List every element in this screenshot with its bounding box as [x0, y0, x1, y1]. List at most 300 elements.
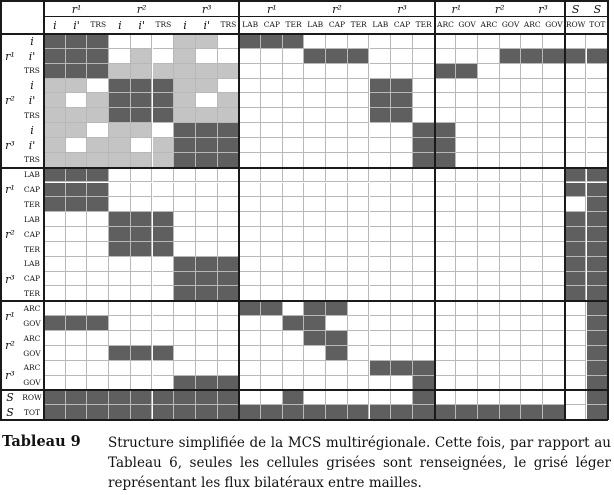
matrix-cell	[543, 183, 565, 198]
matrix-cell	[131, 212, 153, 227]
matrix-cell	[87, 49, 109, 64]
matrix-cell	[500, 64, 522, 79]
matrix-cell	[44, 227, 66, 242]
matrix-cell	[44, 197, 66, 212]
matrix-cell	[456, 212, 478, 227]
matrix-cell	[283, 34, 305, 49]
matrix-cell	[174, 301, 196, 316]
matrix-cell	[174, 405, 196, 420]
matrix-cell	[218, 34, 240, 49]
block-rule-vertical	[434, 0, 436, 420]
matrix-cell	[283, 227, 305, 242]
row-group-label: r³	[5, 272, 15, 286]
matrix-cell	[109, 108, 131, 123]
matrix-cell	[283, 64, 305, 79]
matrix-cell	[87, 257, 109, 272]
matrix-cell	[239, 331, 261, 346]
matrix-cell	[66, 123, 88, 138]
matrix-cell	[109, 361, 131, 376]
matrix-cell	[435, 301, 457, 316]
matrix-cell	[521, 376, 543, 391]
matrix-cell	[391, 93, 413, 108]
matrix-cell	[109, 168, 131, 183]
matrix-cell	[543, 405, 565, 420]
matrix-cell	[435, 123, 457, 138]
matrix-cell	[326, 93, 348, 108]
matrix-cell	[283, 49, 305, 64]
matrix-cell	[435, 168, 457, 183]
matrix-cell	[565, 168, 587, 183]
matrix-cell	[348, 390, 370, 405]
matrix-cell	[391, 64, 413, 79]
matrix-cell	[587, 49, 609, 64]
matrix-cell	[370, 286, 392, 301]
matrix-cell	[521, 257, 543, 272]
matrix-cell	[478, 331, 500, 346]
matrix-cell	[66, 183, 88, 198]
matrix-cell	[109, 390, 131, 405]
matrix-cell	[500, 34, 522, 49]
matrix-cell	[174, 227, 196, 242]
matrix-cell	[370, 361, 392, 376]
matrix-cell	[435, 93, 457, 108]
row-sub-label: i'	[28, 49, 36, 63]
matrix-cell	[153, 108, 175, 123]
matrix-cell	[521, 93, 543, 108]
matrix-cell	[218, 123, 240, 138]
matrix-cell	[478, 376, 500, 391]
matrix-cell	[153, 79, 175, 94]
matrix-cell	[587, 79, 609, 94]
matrix-cell	[261, 168, 283, 183]
matrix-cell	[109, 286, 131, 301]
matrix-cell	[478, 64, 500, 79]
row-sub-label: CAP	[23, 185, 41, 195]
matrix-cell	[413, 242, 435, 257]
matrix-cell	[456, 79, 478, 94]
matrix-cell	[565, 212, 587, 227]
matrix-cell	[239, 227, 261, 242]
matrix-cell	[196, 316, 218, 331]
matrix-cell	[153, 64, 175, 79]
matrix-cell	[391, 405, 413, 420]
matrix-cell	[478, 49, 500, 64]
matrix-cell	[261, 79, 283, 94]
matrix-cell	[500, 197, 522, 212]
matrix-cell	[44, 64, 66, 79]
matrix-cell	[370, 168, 392, 183]
matrix-cell	[326, 64, 348, 79]
matrix-cell	[348, 197, 370, 212]
col-sub-label: GOV	[545, 20, 563, 30]
matrix-cell	[456, 242, 478, 257]
matrix-cell	[153, 405, 175, 420]
matrix-cell	[174, 272, 196, 287]
matrix-cell	[109, 346, 131, 361]
matrix-cell	[500, 49, 522, 64]
matrix-cell	[478, 361, 500, 376]
matrix-cell	[174, 138, 196, 153]
row-sub-label: ARC	[23, 303, 41, 313]
matrix-cell	[153, 93, 175, 108]
matrix-cell	[391, 390, 413, 405]
matrix-cell	[87, 183, 109, 198]
matrix-cell	[521, 79, 543, 94]
matrix-cell	[261, 376, 283, 391]
matrix-cell	[196, 331, 218, 346]
matrix-cell	[391, 168, 413, 183]
matrix-cell	[370, 153, 392, 168]
matrix-cell	[521, 168, 543, 183]
matrix-cell	[283, 272, 305, 287]
matrix-cell	[543, 346, 565, 361]
matrix-cell	[543, 286, 565, 301]
matrix-cell	[218, 227, 240, 242]
matrix-cell	[261, 227, 283, 242]
matrix-cell	[435, 227, 457, 242]
matrix-cell	[456, 138, 478, 153]
matrix-cell	[326, 79, 348, 94]
matrix-cell	[500, 123, 522, 138]
matrix-cell	[370, 390, 392, 405]
row-sub-label: GOV	[23, 318, 41, 328]
matrix-cell	[478, 197, 500, 212]
matrix-cell	[239, 257, 261, 272]
matrix-cell	[153, 138, 175, 153]
matrix-cell	[153, 49, 175, 64]
matrix-cell	[66, 93, 88, 108]
matrix-cell	[66, 168, 88, 183]
matrix-cell	[283, 138, 305, 153]
row-group-label: r¹	[5, 309, 15, 323]
matrix-cell	[109, 64, 131, 79]
matrix-cell	[239, 183, 261, 198]
col-group-label: r¹	[451, 2, 462, 16]
col-sub-label: ARC	[523, 20, 541, 30]
matrix-cell	[66, 227, 88, 242]
matrix-cell	[521, 138, 543, 153]
matrix-cell	[283, 376, 305, 391]
matrix-cell	[261, 390, 283, 405]
matrix-cell	[239, 405, 261, 420]
matrix-cell	[87, 346, 109, 361]
matrix-cell	[239, 79, 261, 94]
matrix-cell	[456, 361, 478, 376]
matrix-cell	[587, 197, 609, 212]
matrix-cell	[413, 64, 435, 79]
matrix-cell	[391, 286, 413, 301]
matrix-cell	[131, 272, 153, 287]
matrix-cell	[500, 390, 522, 405]
row-group-label: S	[6, 406, 14, 420]
matrix-cell	[413, 138, 435, 153]
matrix-cell	[326, 286, 348, 301]
matrix-cell	[174, 123, 196, 138]
matrix-cell	[44, 346, 66, 361]
matrix-cell	[66, 361, 88, 376]
matrix-cell	[521, 301, 543, 316]
matrix-cell	[66, 301, 88, 316]
matrix-cell	[196, 301, 218, 316]
matrix-cell	[348, 212, 370, 227]
matrix-cell	[521, 153, 543, 168]
matrix-cell	[283, 286, 305, 301]
matrix-cell	[304, 346, 326, 361]
matrix-cell	[66, 346, 88, 361]
matrix-cell	[456, 183, 478, 198]
matrix-cell	[565, 123, 587, 138]
matrix-cell	[304, 316, 326, 331]
matrix-cell	[66, 197, 88, 212]
matrix-cell	[391, 257, 413, 272]
matrix-cell	[587, 390, 609, 405]
matrix-cell	[218, 376, 240, 391]
matrix-cell	[348, 34, 370, 49]
row-group-label: r¹	[5, 183, 15, 197]
matrix-cell	[218, 346, 240, 361]
matrix-cell	[370, 376, 392, 391]
matrix-cell	[565, 108, 587, 123]
matrix-cell	[283, 153, 305, 168]
matrix-cell	[239, 153, 261, 168]
matrix-cell	[153, 257, 175, 272]
matrix-cell	[587, 123, 609, 138]
matrix-cell	[521, 346, 543, 361]
matrix-cell	[543, 49, 565, 64]
matrix-cell	[456, 272, 478, 287]
matrix-cell	[196, 138, 218, 153]
matrix-cell	[304, 49, 326, 64]
matrix-cell	[565, 405, 587, 420]
matrix-cell	[543, 257, 565, 272]
row-sub-label: i	[30, 124, 34, 138]
matrix-cell	[239, 376, 261, 391]
matrix-cell	[326, 390, 348, 405]
matrix-cell	[283, 405, 305, 420]
col-sub-label: LAB	[307, 20, 324, 30]
matrix-cell	[261, 242, 283, 257]
matrix-cell	[87, 405, 109, 420]
block-rule-horizontal	[44, 16, 608, 17]
matrix-cell	[304, 153, 326, 168]
matrix-cell	[348, 168, 370, 183]
matrix-cell	[44, 272, 66, 287]
matrix-cell	[587, 376, 609, 391]
matrix-cell	[196, 93, 218, 108]
matrix-cell	[283, 331, 305, 346]
matrix-cell	[521, 49, 543, 64]
matrix-cell	[109, 153, 131, 168]
matrix-cell	[196, 390, 218, 405]
matrix-cell	[239, 64, 261, 79]
matrix-cell	[456, 301, 478, 316]
matrix-cell	[413, 227, 435, 242]
matrix-cell	[131, 153, 153, 168]
matrix-cell	[500, 153, 522, 168]
matrix-cell	[44, 242, 66, 257]
matrix-cell	[261, 301, 283, 316]
matrix-cell	[131, 34, 153, 49]
matrix-cell	[391, 242, 413, 257]
matrix-cell	[218, 390, 240, 405]
row-sub-label: TER	[23, 200, 41, 210]
matrix-cell	[87, 212, 109, 227]
matrix-cell	[153, 197, 175, 212]
matrix-cell	[304, 34, 326, 49]
matrix-cell	[44, 168, 66, 183]
matrix-cell	[435, 390, 457, 405]
matrix-cell	[565, 138, 587, 153]
matrix-cell	[391, 49, 413, 64]
matrix-cell	[304, 197, 326, 212]
matrix-cell	[435, 405, 457, 420]
matrix-cell	[348, 123, 370, 138]
matrix-cell	[326, 346, 348, 361]
block-rule-vertical	[564, 0, 566, 420]
matrix-cell	[521, 361, 543, 376]
matrix-cell	[543, 168, 565, 183]
matrix-cell	[326, 242, 348, 257]
matrix-cell	[44, 183, 66, 198]
matrix-cell	[174, 316, 196, 331]
matrix-cell	[218, 361, 240, 376]
matrix-cell	[391, 108, 413, 123]
matrix-cell	[87, 272, 109, 287]
matrix-cell	[239, 123, 261, 138]
matrix-cell	[261, 405, 283, 420]
matrix-cell	[109, 183, 131, 198]
block-rule-vertical	[607, 0, 609, 420]
matrix-cell	[196, 64, 218, 79]
matrix-cell	[435, 79, 457, 94]
matrix-cell	[196, 212, 218, 227]
col-sub-label: TOT	[589, 20, 606, 30]
matrix-cell	[109, 123, 131, 138]
matrix-cell	[435, 212, 457, 227]
matrix-cell	[109, 227, 131, 242]
matrix-cell	[565, 316, 587, 331]
matrix-cell	[239, 93, 261, 108]
matrix-cell	[478, 93, 500, 108]
matrix-cell	[348, 64, 370, 79]
matrix-cell	[261, 108, 283, 123]
matrix-cell	[413, 49, 435, 64]
matrix-cell	[391, 183, 413, 198]
matrix-cell	[304, 257, 326, 272]
matrix-cell	[66, 316, 88, 331]
matrix-cell	[565, 34, 587, 49]
matrix-cell	[283, 316, 305, 331]
col-sub-label: TRS	[90, 20, 107, 30]
matrix-cell	[261, 197, 283, 212]
matrix-cell	[413, 34, 435, 49]
matrix-cell	[565, 272, 587, 287]
block-rule-vertical	[0, 0, 2, 420]
matrix-cell	[456, 390, 478, 405]
matrix-cell	[131, 301, 153, 316]
matrix-cell	[500, 168, 522, 183]
matrix-cell	[521, 390, 543, 405]
row-group-label: r²	[5, 339, 15, 353]
matrix-cell	[87, 286, 109, 301]
matrix-cell	[413, 93, 435, 108]
matrix-cell	[44, 93, 66, 108]
row-sub-label: CAP	[23, 229, 41, 239]
matrix-cell	[413, 286, 435, 301]
col-group-label: r³	[538, 2, 548, 16]
matrix-cell	[413, 257, 435, 272]
matrix-cell	[304, 376, 326, 391]
matrix-cell	[283, 301, 305, 316]
matrix-cell	[435, 286, 457, 301]
matrix-cell	[435, 361, 457, 376]
matrix-cell	[239, 286, 261, 301]
matrix-cell	[261, 123, 283, 138]
block-rule-horizontal	[0, 300, 608, 302]
matrix-cell	[587, 242, 609, 257]
matrix-cell	[66, 257, 88, 272]
matrix-cell	[521, 405, 543, 420]
matrix-cell	[370, 346, 392, 361]
matrix-cell	[87, 93, 109, 108]
col-sub-label: i'	[203, 18, 210, 32]
matrix-cell	[131, 123, 153, 138]
matrix-cell	[131, 138, 153, 153]
matrix-cell	[478, 301, 500, 316]
row-sub-label: LAB	[24, 259, 40, 269]
matrix-cell	[587, 405, 609, 420]
matrix-cell	[565, 197, 587, 212]
matrix-cell	[174, 183, 196, 198]
matrix-cell	[283, 242, 305, 257]
matrix-cell	[565, 93, 587, 108]
matrix-cell	[153, 123, 175, 138]
matrix-cell	[87, 123, 109, 138]
matrix-cell	[196, 286, 218, 301]
matrix-cell	[304, 138, 326, 153]
matrix-cell	[261, 153, 283, 168]
matrix-cell	[304, 168, 326, 183]
matrix-cell	[543, 79, 565, 94]
matrix-cell	[478, 405, 500, 420]
matrix-cell	[87, 331, 109, 346]
matrix-cell	[456, 197, 478, 212]
matrix-cell	[348, 316, 370, 331]
row-sub-label: i	[30, 34, 34, 48]
matrix-cell	[565, 361, 587, 376]
matrix-cell	[348, 405, 370, 420]
matrix-cell	[87, 34, 109, 49]
matrix-cell	[456, 316, 478, 331]
matrix-cell	[109, 272, 131, 287]
matrix-cell	[239, 390, 261, 405]
col-sub-label: GOV	[458, 20, 476, 30]
matrix-cell	[218, 183, 240, 198]
matrix-cell	[391, 34, 413, 49]
matrix-cell	[239, 138, 261, 153]
matrix-cell	[413, 361, 435, 376]
matrix-cell	[44, 405, 66, 420]
matrix-cell	[218, 316, 240, 331]
matrix-cell	[565, 390, 587, 405]
matrix-cell	[131, 390, 153, 405]
matrix-cell	[478, 108, 500, 123]
matrix-cell	[109, 138, 131, 153]
matrix-cell	[131, 197, 153, 212]
matrix-cell	[261, 316, 283, 331]
matrix-cell	[348, 346, 370, 361]
matrix-cell	[587, 168, 609, 183]
